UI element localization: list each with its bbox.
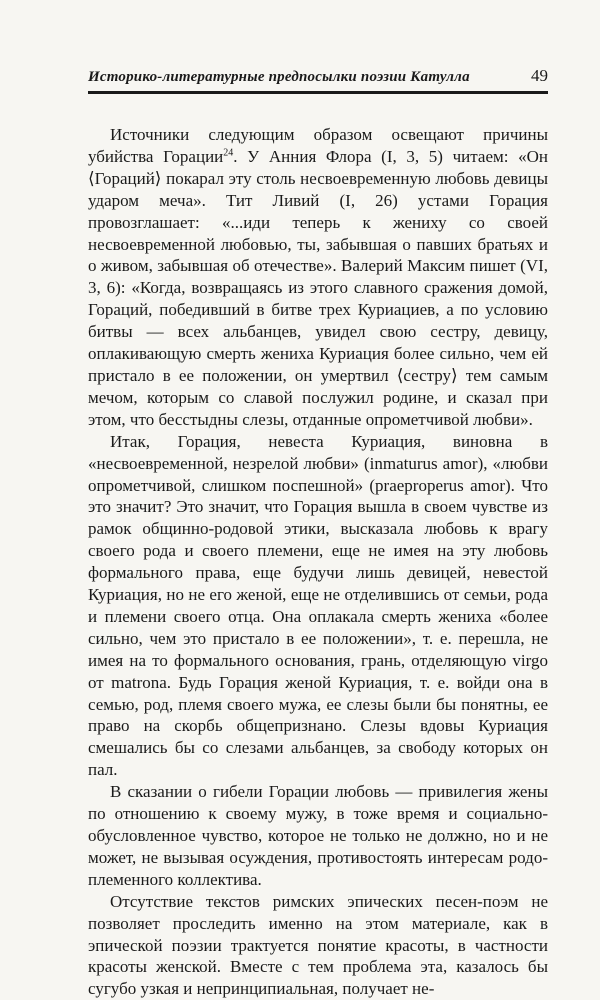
paragraph-3: В сказании о гибели Горации любовь — привилегия жены по отношению к своему мужу, в тоже время и социально-обусловленное чувство, которое не только не должно, но и не может, не вызывая осуждения, противостоять интересам родо-племенного коллектива. (88, 782, 548, 889)
paragraph-2: Итак, Горация, невеста Куриация, виновна в «несвоевременной, незрелой любви» (inmaturus amor), «любви опрометчивой, слишком поспешной» (praeproperus amor). Что это значит? Это значит, что Горация вышла в своем чувстве из рамок общинно-родовой этики, высказала любовь к врагу своего рода и своего племени, еще не имея на эту любовь формального права, еще будучи лишь девицей, невестой Куриация, но не его женой, еще не отделившись от семьи, рода и племени своего отца. Она оплакала смерть жениха «более сильно, чем это пристало в ее положении», т. е. перешла, не имея на то формального основания, грань, отделяющую virgo от matrona. Будь Горация женой Куриация, т. е. войди она в семью, род, племя своего мужа, ее слезы были бы понятны, ее право на скорбь общепризнано. Слезы вдовы Куриация смешались бы со слезами альбанцев, за свободу которых он пал. (88, 431, 548, 780)
paragraph-1 (88, 124, 548, 431)
body-text (88, 124, 548, 1000)
paragraph-1-text-start: Источники следующим образом освещают причины убийства Горации (88, 125, 548, 166)
paragraph-4: Отсутствие текстов римских эпических песен-поэм не позволяет проследить именно на этом материале, как в эпической поэзии трактуется понятие красоты, в частности красоты женской. Вместе с тем проблема эта, казалось бы сугубо узкая и непринципиальная, получает не- (88, 891, 548, 999)
running-head (88, 66, 548, 94)
paragraph-1-text-rest: . У Анния Флора (I, 3, 5) читаем: «Он ⟨Гораций⟩ покарал эту столь несвоевременную любовь девицы ударом меча». Тит Ливий (I, 26) устами Горация провозглашает: «...иди теперь к жениху со своей несвоевременной любовью, ты, забывшая о павших братьях и о живом, забывшая об отечестве». Валерий Максим пишет (VI, 3, 6): «Когда, возвращаясь из этого славного сражения домой, Гораций, победивший в битве трех Куриациев, а по условию битвы — всех альбанцев, увидел свою сестру, девицу, оплакивающую смерть жениха Куриация более сильно, чем ей пристало в ее положении, он умертвил ⟨сестру⟩ тем самым мечом, которым со славой послужил родине, и сказал при этом, что бесстыдны слезы, отданные опрометчивой любви». (88, 146, 548, 429)
page-number: 49 (531, 66, 548, 85)
footnote-marker: 24 (223, 147, 234, 159)
running-title: Историко-литературные предпосылки поэзии Катулла (88, 69, 470, 85)
